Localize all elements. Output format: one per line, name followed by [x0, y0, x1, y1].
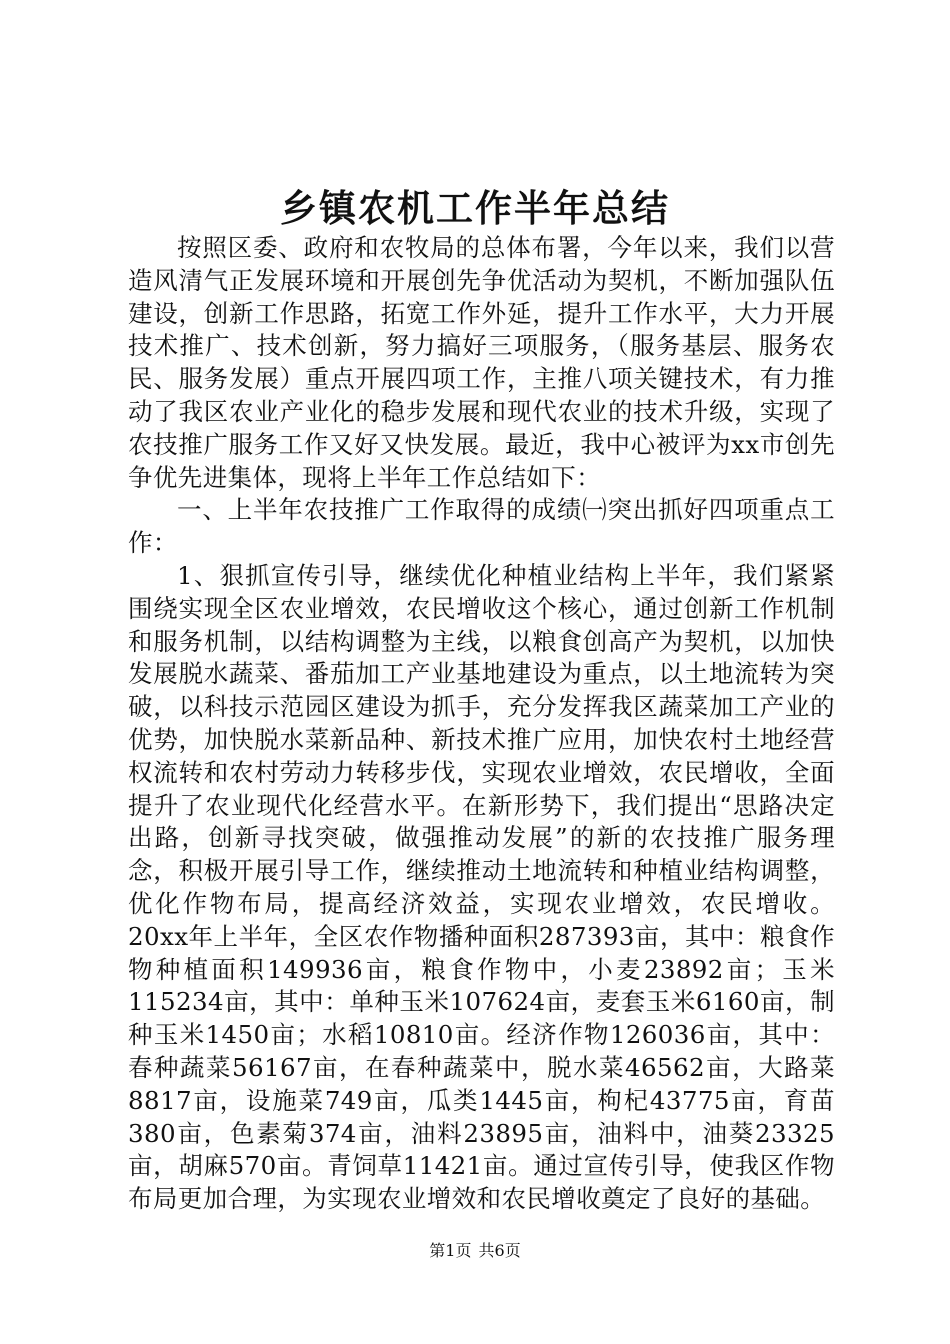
paragraph-intro: 按照区委、政府和农牧局的总体布署，今年以来，我们以营造风清气正发展环境和开展创先争优活动为契机，不断加强队伍建设，创新工作思路，拓宽工作外延，提升工作水平，大力开展技术推广、技术创新，努力搞好三项服务，（服务基层、服务农民、服务发展）重点开展四项工作，主推八项关键技术，有力推动了我区农业产业化的稳步发展和现代农业的技术升级，实现了农技推广服务工作又好又快发展。最近，我中心被评为xx市创先争优先进集体，现将上半年工作总结如下：: [128, 233, 835, 492]
page-footer: 第1页 共6页: [429, 1241, 521, 1260]
document-body: [128, 232, 835, 1216]
paragraph-section-heading: 一、上半年农技推广工作取得的成绩㈠突出抓好四项重点工作：: [128, 495, 835, 558]
paragraph-item-1: 1、狠抓宣传引导，继续优化种植业结构上半年，我们紧紧围绕实现全区农业增效，农民增收这个核心，通过创新工作机制和服务机制，以结构调整为主线，以粮食创高产为契机，以加快发展脱水蔬菜、番茄加工产业基地建设为重点，以土地流转为突破，以科技示范园区建设为抓手，充分发挥我区蔬菜加工产业的优势，加快脱水菜新品种、新技术推广应用，加快农村土地经营权流转和农村劳动力转移步伐，实现农业增效，农民增收，全面提升了农业现代化经营水平。在新形势下，我们提出“思路决定出路，创新寻找突破，做强推动发展”的新的农技推广服务理念，积极开展引导工作，继续推动土地流转和种植业结构调整，优化作物布局，提高经济效益，实现农业增效，农民增收。20xx年上半年，全区农作物播种面积287393亩，其中：粮食作物种植面积149936亩，粮食作物中，小麦23892亩；玉米115234亩，其中：单种玉米107624亩，麦套玉米6160亩，制种玉米1450亩；水稻10810亩。经济作物126036亩，其中：春种蔬菜56167亩，在春种蔬菜中，脱水菜46562亩，大路菜8817亩，设施菜749亩，瓜类1445亩，枸杞43775亩，育苗380亩，色素菊374亩，油料23895亩，油料中，油葵23325亩，胡麻570亩。青饲草11421亩。通过宣传引导，使我区作物布局更加合理，为实现农业增效和农民增收奠定了良好的基础。: [128, 560, 835, 1214]
document-title: 乡镇农机工作半年总结: [280, 186, 670, 230]
